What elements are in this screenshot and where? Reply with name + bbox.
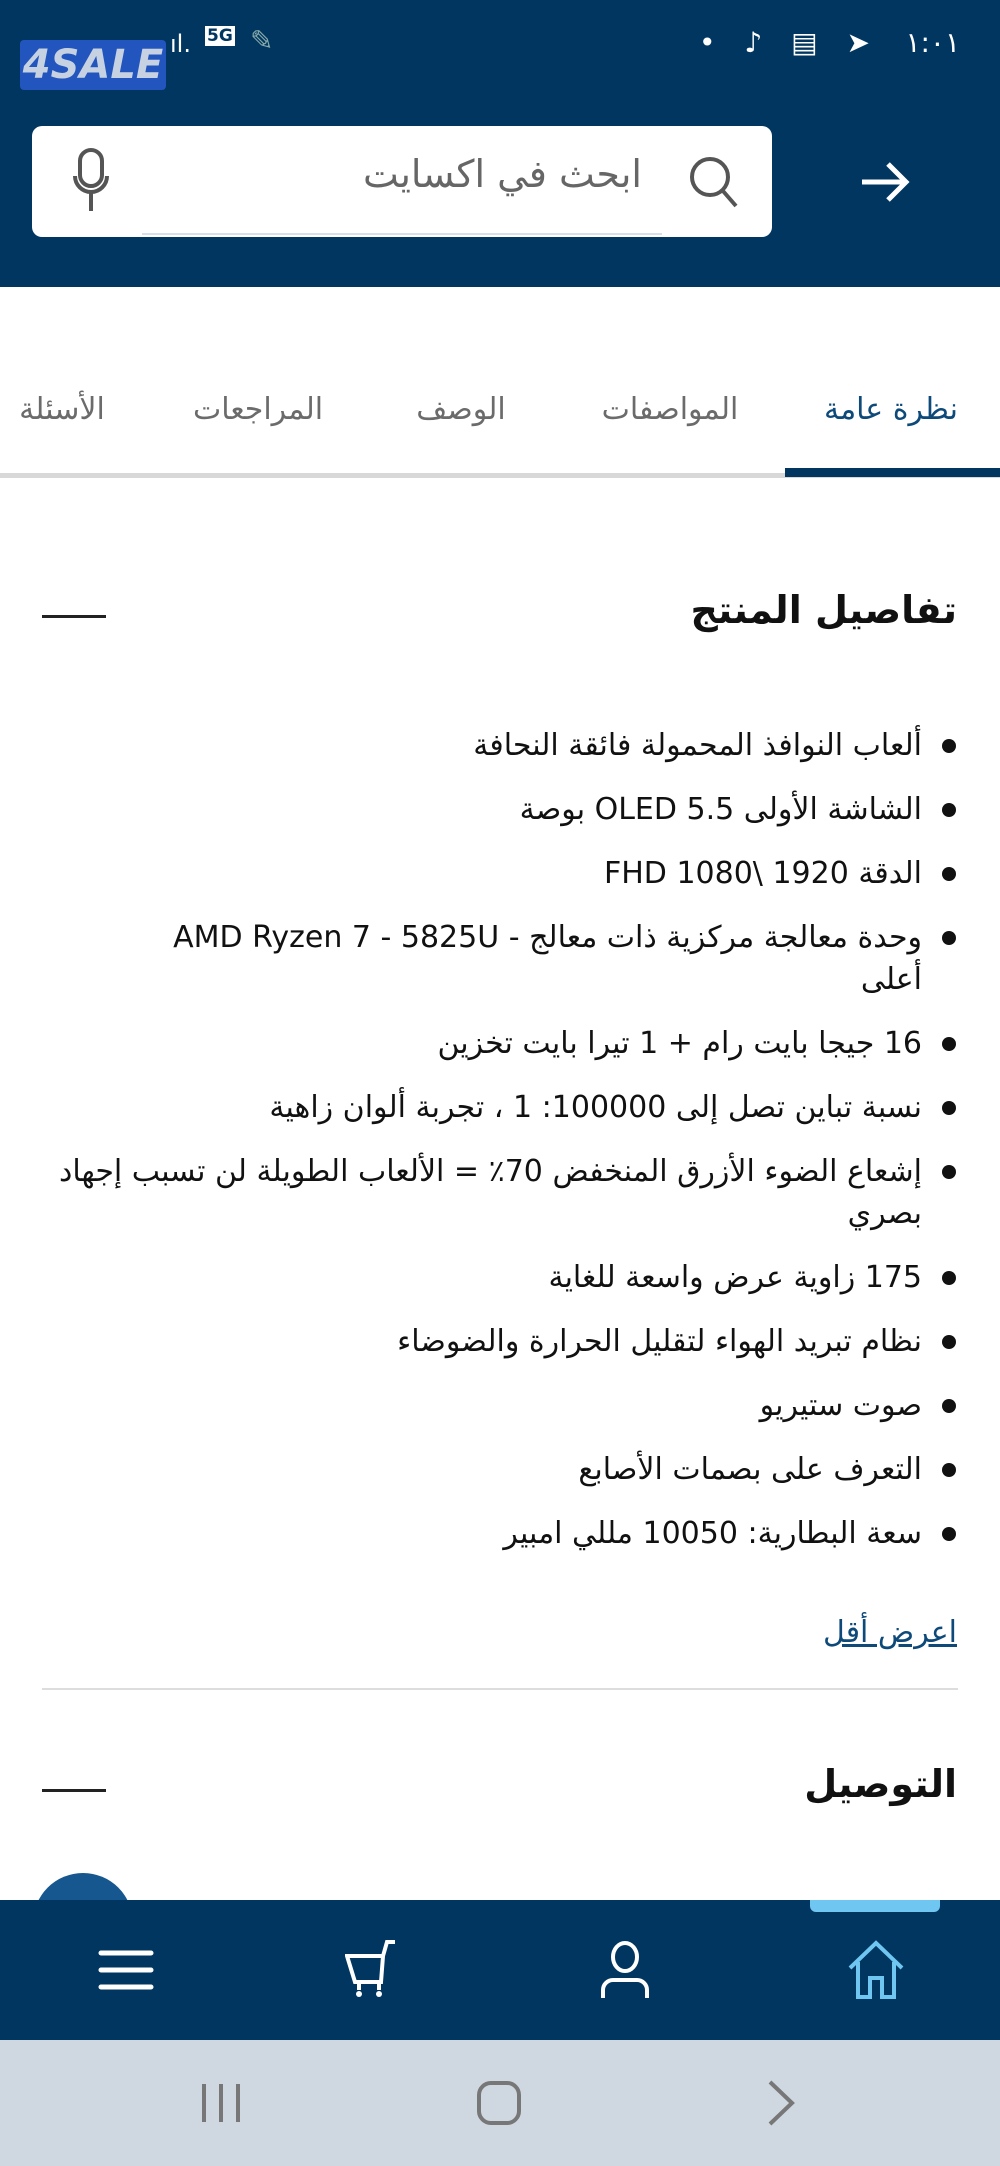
microphone-icon[interactable] (72, 148, 112, 218)
watermark-logo: 4SALE (20, 40, 166, 90)
show-less-link[interactable]: اعرض أقل (823, 1615, 957, 1650)
back-arrow-icon[interactable] (858, 155, 912, 213)
product-tabs (0, 360, 1000, 478)
list-item: إشعاع الضوء الأزرق المنخفض 70٪ = الألعاب الطويلة لن تسبب إجهاد بصري (58, 1151, 958, 1235)
signal-icon: ıl. (170, 30, 191, 58)
tab-overview[interactable]: نظرة عامة (824, 392, 958, 427)
list-item: نظام تبريد الهواء لتقليل الحرارة والضوضاء (58, 1321, 958, 1363)
section-divider (42, 1688, 958, 1690)
collapse-icon[interactable] (42, 1789, 106, 1792)
active-nav-indicator (810, 1900, 940, 1912)
notification-icons: • ♪ ▤ ➤ (698, 26, 880, 59)
list-item: صوت ستيريو (58, 1385, 958, 1427)
delivery-title[interactable]: التوصيل (804, 1762, 957, 1806)
tab-specifications[interactable]: المواصفات (601, 392, 739, 427)
collapse-icon[interactable] (42, 615, 106, 618)
home-icon[interactable] (848, 1940, 904, 2004)
network-type: 5G (207, 26, 233, 46)
list-item: 16 جيجا بايت رام + 1 تيرا بايت تخزين (58, 1023, 958, 1065)
pen-icon: ✎ (250, 24, 274, 57)
active-tab-indicator (785, 468, 1000, 477)
list-item: نسبة تباين تصل إلى 100000: 1 ، تجربة ألوان زاهية (58, 1087, 958, 1129)
cart-icon[interactable] (345, 1940, 401, 2004)
app-header (0, 0, 1000, 287)
tab-description[interactable]: الوصف (416, 392, 506, 427)
list-item: التعرف على بصمات الأصابع (58, 1449, 958, 1491)
search-icon[interactable] (686, 151, 742, 215)
bottom-navigation (0, 1900, 1000, 2040)
search-input[interactable]: ابحث في اكسايت (363, 152, 642, 196)
account-icon[interactable] (597, 1940, 653, 2004)
list-item: 175 زاوية عرض واسعة للغاية (58, 1257, 958, 1299)
status-bar (0, 20, 1000, 88)
list-item: الدقة 1920 \1080 FHD (58, 853, 958, 895)
home-button-icon[interactable] (476, 2080, 522, 2130)
recent-apps-icon[interactable] (198, 2080, 244, 2130)
list-item: ألعاب النوافذ المحمولة فائقة النحافة (58, 725, 958, 767)
menu-icon[interactable] (98, 1940, 154, 2004)
list-item: سعة البطارية: 10050 مللي امبير (58, 1513, 958, 1555)
search-underline (142, 233, 662, 235)
product-details-list (58, 725, 958, 1577)
product-details-title[interactable]: تفاصيل المنتج (690, 588, 957, 632)
clock: ١:٠١ (905, 26, 960, 59)
search-bar[interactable] (32, 126, 772, 237)
system-navigation-bar (0, 2040, 1000, 2166)
list-item: وحدة معالجة مركزية ذات معالج - AMD Ryzen 7 - 5825U أعلى (122, 917, 958, 1001)
list-item: الشاشة الأولى OLED 5.5 بوصة (58, 789, 958, 831)
back-button-icon[interactable] (760, 2080, 806, 2130)
tab-questions[interactable]: الأسئلة (19, 392, 105, 427)
tab-reviews[interactable]: المراجعات (192, 392, 324, 427)
